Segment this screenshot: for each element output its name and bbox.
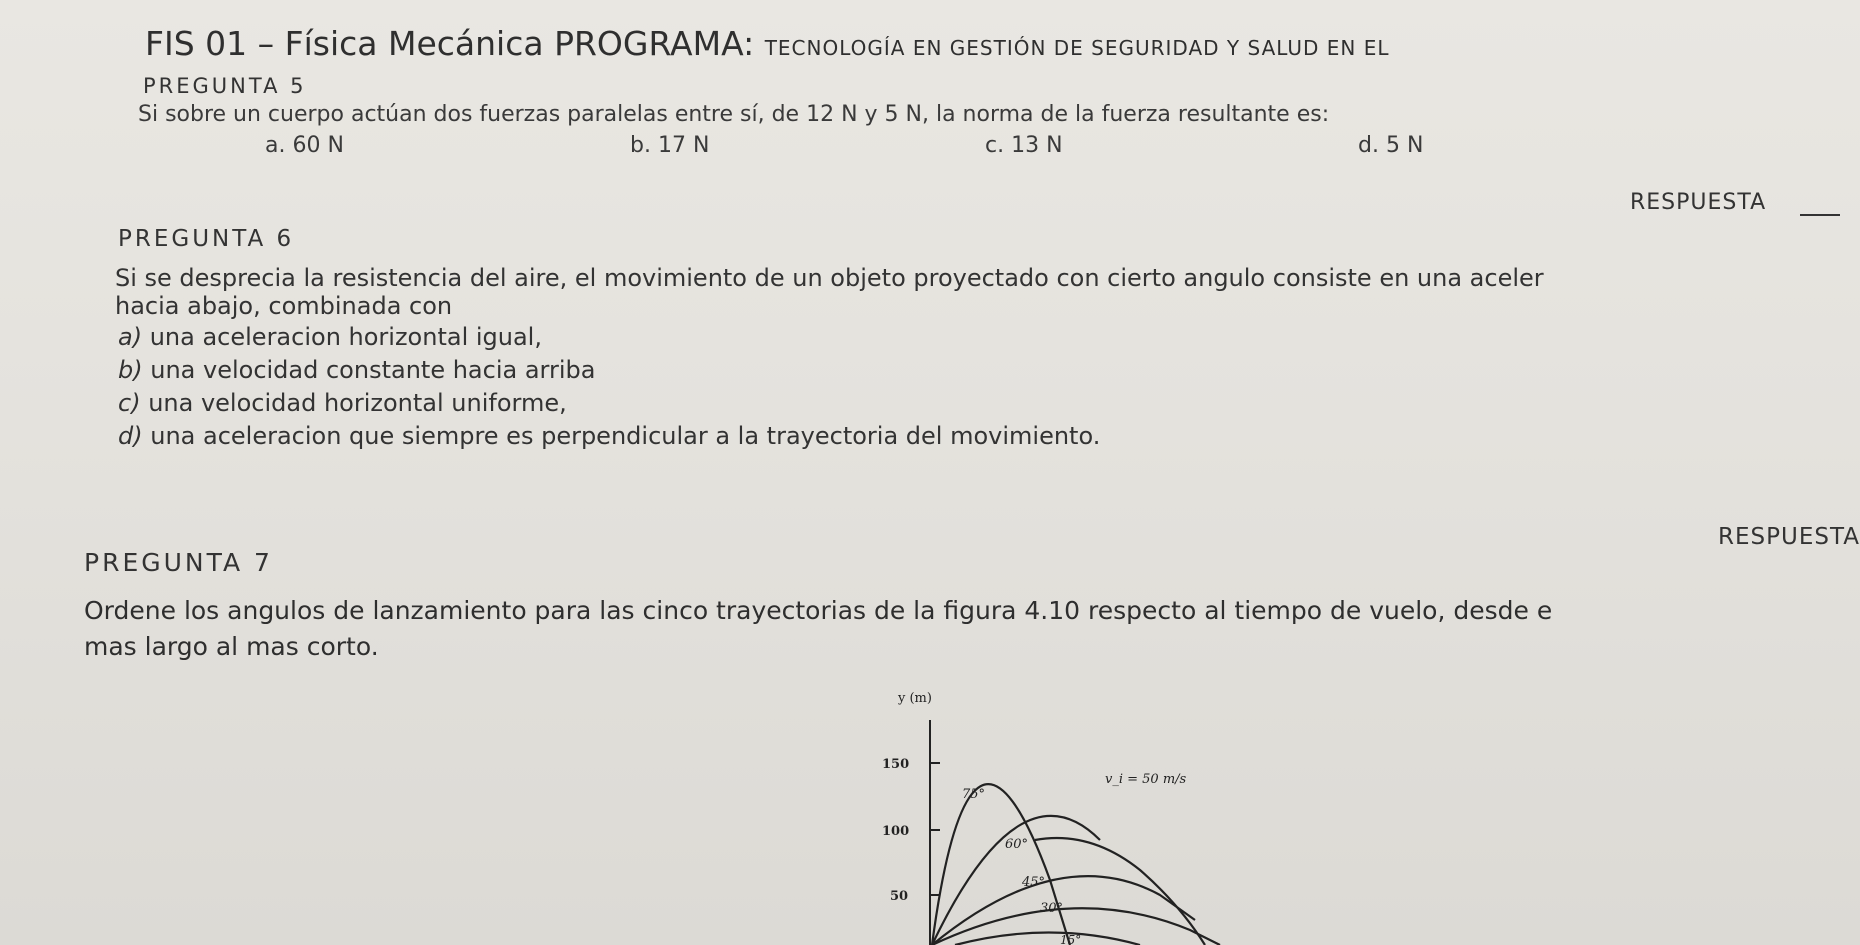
- angle-label-45: 45°: [1022, 875, 1046, 890]
- answer-blank-5[interactable]: [1800, 214, 1840, 216]
- title-program: TECNOLOGÍA EN GESTIÓN DE SEGURIDAD Y SALUD EN EL: [764, 36, 1390, 60]
- q6-option-d: d) una aceleracion que siempre es perpendicular a la trayectoria del movimiento.: [118, 422, 1101, 450]
- y-tick-label-50: 50: [890, 889, 909, 904]
- trajectory-60deg: [1035, 838, 1205, 945]
- angle-label-15: 15°: [1060, 933, 1082, 945]
- question-7-text-line2: mas largo al mas corto.: [84, 632, 379, 661]
- q6-option-c: c) una velocidad horizontal uniforme,: [118, 389, 567, 417]
- option-d: d. 5 N: [1358, 133, 1424, 158]
- question-7-label: PREGUNTA 7: [84, 548, 273, 577]
- question-5-text: Si sobre un cuerpo actúan dos fuerzas paralelas entre sí, de 12 N y 5 N, la norma de la fuerza resultante es:: [138, 102, 1330, 127]
- q6-option-b: b) una velocidad constante hacia arriba: [118, 356, 596, 384]
- option-b: b. 17 N: [630, 133, 710, 158]
- title-main: FIS 01 – Física Mecánica PROGRAMA:: [145, 24, 765, 63]
- trajectory-75deg: [932, 784, 1070, 945]
- angle-label-75: 75°: [962, 787, 986, 802]
- option-c: c. 13 N: [985, 133, 1063, 158]
- document-title: [145, 24, 1390, 63]
- initial-velocity-label: v_i = 50 m/s: [1105, 772, 1187, 787]
- option-a: a. 60 N: [265, 133, 344, 158]
- question-6-label: PREGUNTA 6: [118, 226, 295, 252]
- angle-label-30: 30°: [1040, 901, 1064, 916]
- question-6-text-line2: hacia abajo, combinada con: [115, 292, 453, 320]
- trajectory-15deg: [955, 933, 1140, 945]
- answer-label-5: RESPUESTA: [1630, 190, 1767, 215]
- trajectory-figure: [860, 680, 1280, 945]
- angle-label-60: 60°: [1005, 837, 1029, 852]
- y-axis-label: y (m): [898, 691, 932, 706]
- y-tick-label-150: 150: [882, 757, 910, 772]
- question-5-label: PREGUNTA 5: [143, 74, 307, 98]
- y-tick-label-100: 100: [882, 824, 910, 839]
- question-6-text-line1: Si se desprecia la resistencia del aire, el movimiento de un objeto proyectado con cierto angulo consiste en una aceler: [115, 264, 1544, 292]
- q6-option-a: a) una aceleracion horizontal igual,: [118, 323, 542, 351]
- answer-label-6: RESPUESTA: [1718, 524, 1860, 550]
- question-7-text-line1: Ordene los angulos de lanzamiento para las cinco trayectorias de la figura 4.10 respecto al tiempo de vuelo, desde e: [84, 596, 1553, 625]
